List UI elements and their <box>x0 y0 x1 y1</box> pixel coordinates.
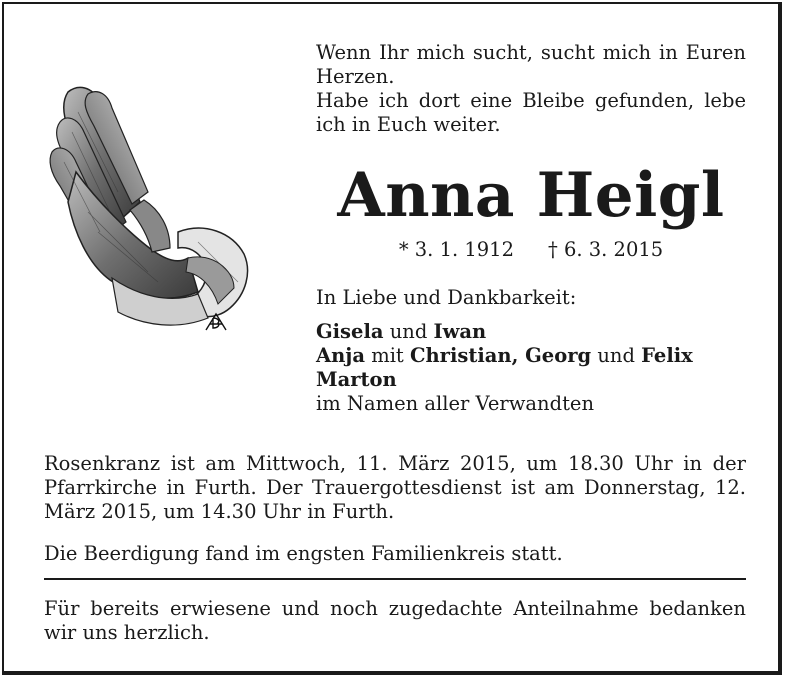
mourner-name: Felix Marton <box>316 344 693 391</box>
praying-hands-icon <box>48 82 258 334</box>
verse-line-1: Wenn Ihr mich sucht, sucht mich in Euren Herzen. <box>316 41 746 88</box>
relatives-line: im Namen aller Verwandten <box>316 392 595 415</box>
deceased-name: Anna Heigl <box>337 160 725 231</box>
death-date: † 6. 3. 2015 <box>548 238 664 261</box>
burial-text: Die Beerdigung fand im engsten Familienkreis statt. <box>44 542 563 565</box>
divider <box>44 578 746 580</box>
mourner-name: Christian, Georg <box>409 344 592 367</box>
connector: und <box>597 344 635 367</box>
connector: mit <box>371 344 404 367</box>
mourner-name: Gisela <box>316 320 384 343</box>
rosary-text: Rosenkranz ist am Mittwoch, 11. März 2015, um 18.30 Uhr in der Pfarrkirche in Furth. Der Trauergottesdienst ist am Donnerstag, 12. März 2015, um 14.30 Uhr in Furth. <box>44 452 746 523</box>
rosary-info <box>44 452 746 524</box>
mourner-row-2 <box>316 344 746 392</box>
closing-text: Für bereits erwiesene und noch zugedachte Anteilnahme bedanken wir uns herzlich. <box>44 597 746 644</box>
life-dates <box>316 238 746 262</box>
verse <box>316 41 746 137</box>
mourner-name: Iwan <box>433 320 487 343</box>
closing-thanks <box>44 597 746 645</box>
birth-date: * 3. 1. 1912 <box>398 238 514 261</box>
thanks-label: In Liebe und Dankbarkeit: <box>316 286 577 309</box>
connector: und <box>389 320 428 343</box>
mourners <box>316 320 746 416</box>
burial-info <box>44 542 746 566</box>
verse-line-2: Habe ich dort eine Bleibe gefunden, lebe ich in Euch weiter. <box>316 89 746 136</box>
mourner-row-1 <box>316 320 746 344</box>
mourner-name: Anja <box>316 344 365 367</box>
